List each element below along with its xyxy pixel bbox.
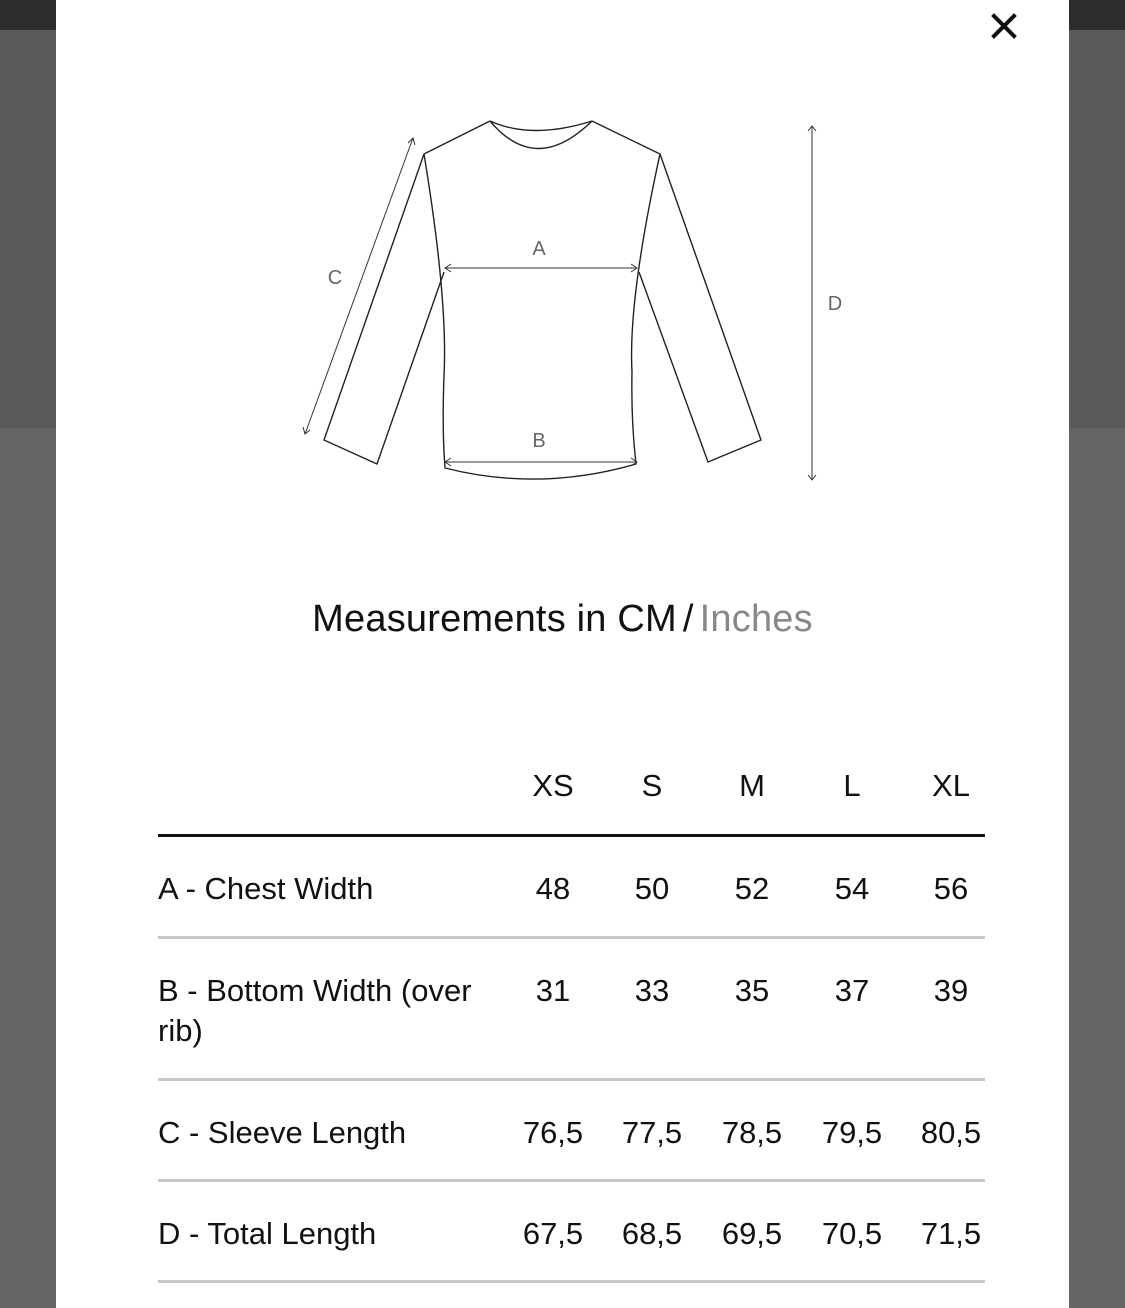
diagram-label-b: B	[532, 430, 546, 452]
table-cell: 68,5	[621, 1216, 683, 1251]
table-cell: 37	[834, 973, 870, 1008]
table-cell: 54	[834, 871, 870, 906]
row-label-chest: A - Chest Width	[158, 871, 374, 906]
size-header-l: L	[843, 768, 861, 803]
table-cell: 69,5	[721, 1216, 783, 1251]
sweater-diagram	[56, 0, 1069, 520]
size-header-m: M	[739, 768, 765, 803]
diagram-label-d: D	[827, 293, 843, 315]
table-row-sleeve	[158, 1081, 985, 1182]
size-header-xs: XS	[532, 768, 574, 803]
size-table	[158, 760, 985, 1283]
row-label-bottom: B - Bottom Width (over rib)	[158, 973, 472, 1048]
size-header-row	[158, 760, 985, 837]
table-cell: 67,5	[522, 1216, 584, 1251]
table-cell: 78,5	[721, 1115, 783, 1150]
table-cell: 79,5	[821, 1115, 883, 1150]
table-row-bottom	[158, 939, 985, 1081]
size-header-s: S	[641, 768, 663, 803]
size-header-xl: XL	[932, 768, 970, 803]
table-cell: 80,5	[920, 1115, 982, 1150]
table-cell: 33	[634, 973, 670, 1008]
unit-separator: /	[682, 598, 694, 640]
diagram-label-c: C	[327, 267, 343, 289]
table-cell: 52	[734, 871, 770, 906]
backdrop-left-mid	[0, 30, 56, 428]
table-cell: 39	[933, 973, 969, 1008]
unit-cm[interactable]: Measurements in CM	[312, 598, 677, 640]
table-row-total	[158, 1182, 985, 1283]
measure-lines	[303, 126, 816, 480]
table-cell: 31	[535, 973, 571, 1008]
backdrop-right-top	[1069, 0, 1125, 30]
unit-inches[interactable]: Inches	[699, 598, 813, 640]
table-cell: 76,5	[522, 1115, 584, 1150]
sweater-outline	[324, 121, 761, 479]
table-cell: 77,5	[621, 1115, 683, 1150]
size-guide-modal	[56, 0, 1069, 1308]
table-cell: 35	[734, 973, 770, 1008]
backdrop-left-top	[0, 0, 56, 30]
row-label-total: D - Total Length	[158, 1216, 377, 1251]
backdrop-right-mid	[1069, 30, 1125, 428]
table-row-chest	[158, 837, 985, 939]
table-cell: 50	[634, 871, 670, 906]
unit-toggle	[56, 598, 1069, 641]
table-cell: 48	[535, 871, 571, 906]
table-cell: 56	[933, 871, 969, 906]
table-cell: 70,5	[821, 1216, 883, 1251]
table-cell: 71,5	[920, 1216, 982, 1251]
row-label-sleeve: C - Sleeve Length	[158, 1115, 407, 1150]
diagram-label-a: A	[532, 238, 546, 260]
